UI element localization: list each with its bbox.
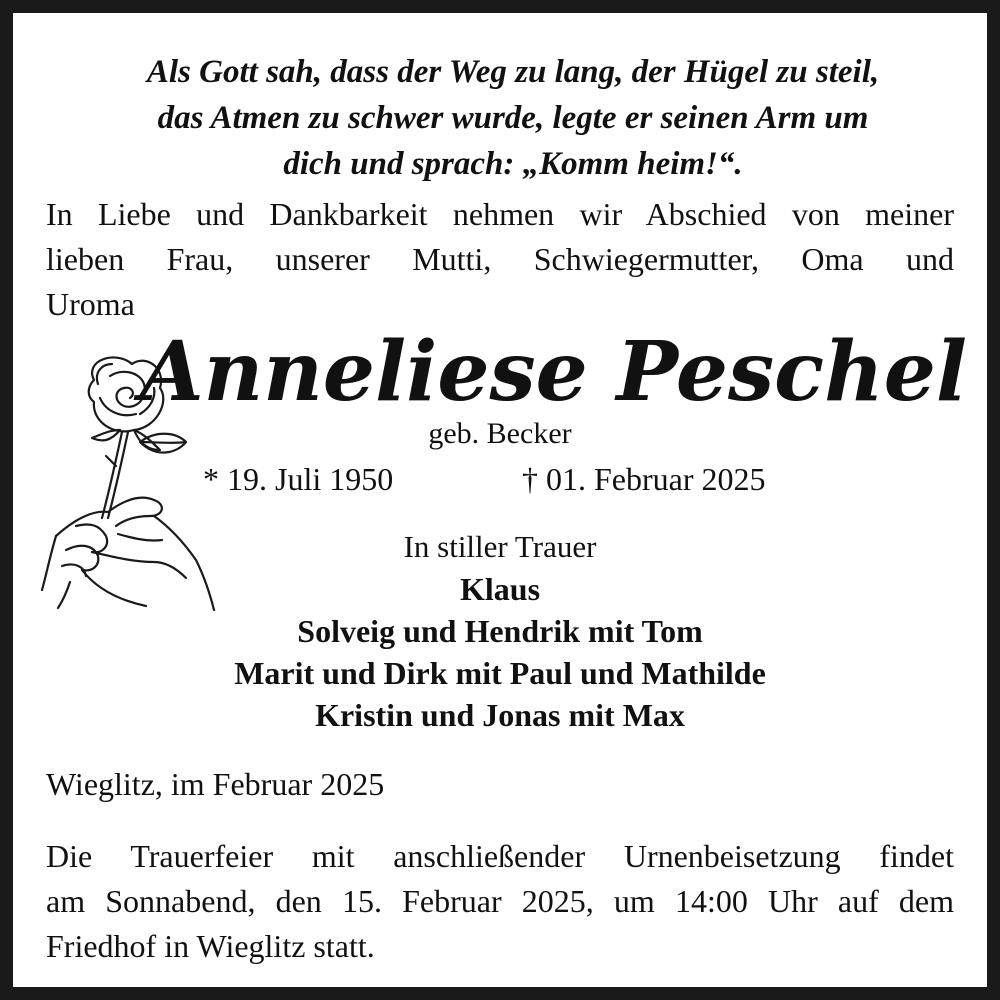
funeral-line: am Sonnabend, den 15. Februar 2025, um 14:00 Uhr auf dem bbox=[46, 883, 954, 919]
death-date: † 01. Februar 2025 bbox=[522, 461, 766, 497]
birth-date: * 19. Juli 1950 bbox=[203, 461, 394, 497]
intro-line: In Liebe und Dankbarkeit nehmen wir Abschied von meiner bbox=[46, 196, 954, 232]
mourners-heading: In stiller Trauer bbox=[403, 529, 597, 564]
maiden-name: geb. Becker bbox=[428, 417, 572, 450]
deceased-name: Anneliese Peschel bbox=[140, 324, 968, 420]
mourner-name: Kristin und Jonas mit Max bbox=[315, 697, 685, 733]
mourners-list bbox=[100, 568, 900, 736]
poem-line: Als Gott sah, dass der Weg zu lang, der Hügel zu steil, bbox=[146, 54, 880, 90]
mourner-name: Marit und Dirk mit Paul und Mathilde bbox=[234, 655, 766, 691]
funeral-line: Die Trauerfeier mit anschließender Urnenbeisetzung findet bbox=[46, 838, 954, 874]
poem-line: das Atmen zu schwer wurde, legte er seinen Arm um bbox=[157, 100, 869, 136]
intro-paragraph bbox=[46, 192, 954, 327]
funeral-line: Friedhof in Wieglitz statt. bbox=[46, 928, 375, 964]
funeral-notice bbox=[46, 834, 954, 969]
mourner-name: Solveig und Hendrik mit Tom bbox=[297, 613, 703, 649]
mourner-name: Klaus bbox=[459, 571, 541, 607]
intro-line: lieben Frau, unserer Mutti, Schwiegermutter, Oma und bbox=[46, 241, 954, 277]
poem-line: dich und sprach: „Komm heim!“. bbox=[283, 146, 743, 182]
poem-verse bbox=[53, 49, 973, 187]
intro-line: Uroma bbox=[46, 286, 135, 322]
place-date: Wieglitz, im Februar 2025 bbox=[46, 766, 385, 802]
